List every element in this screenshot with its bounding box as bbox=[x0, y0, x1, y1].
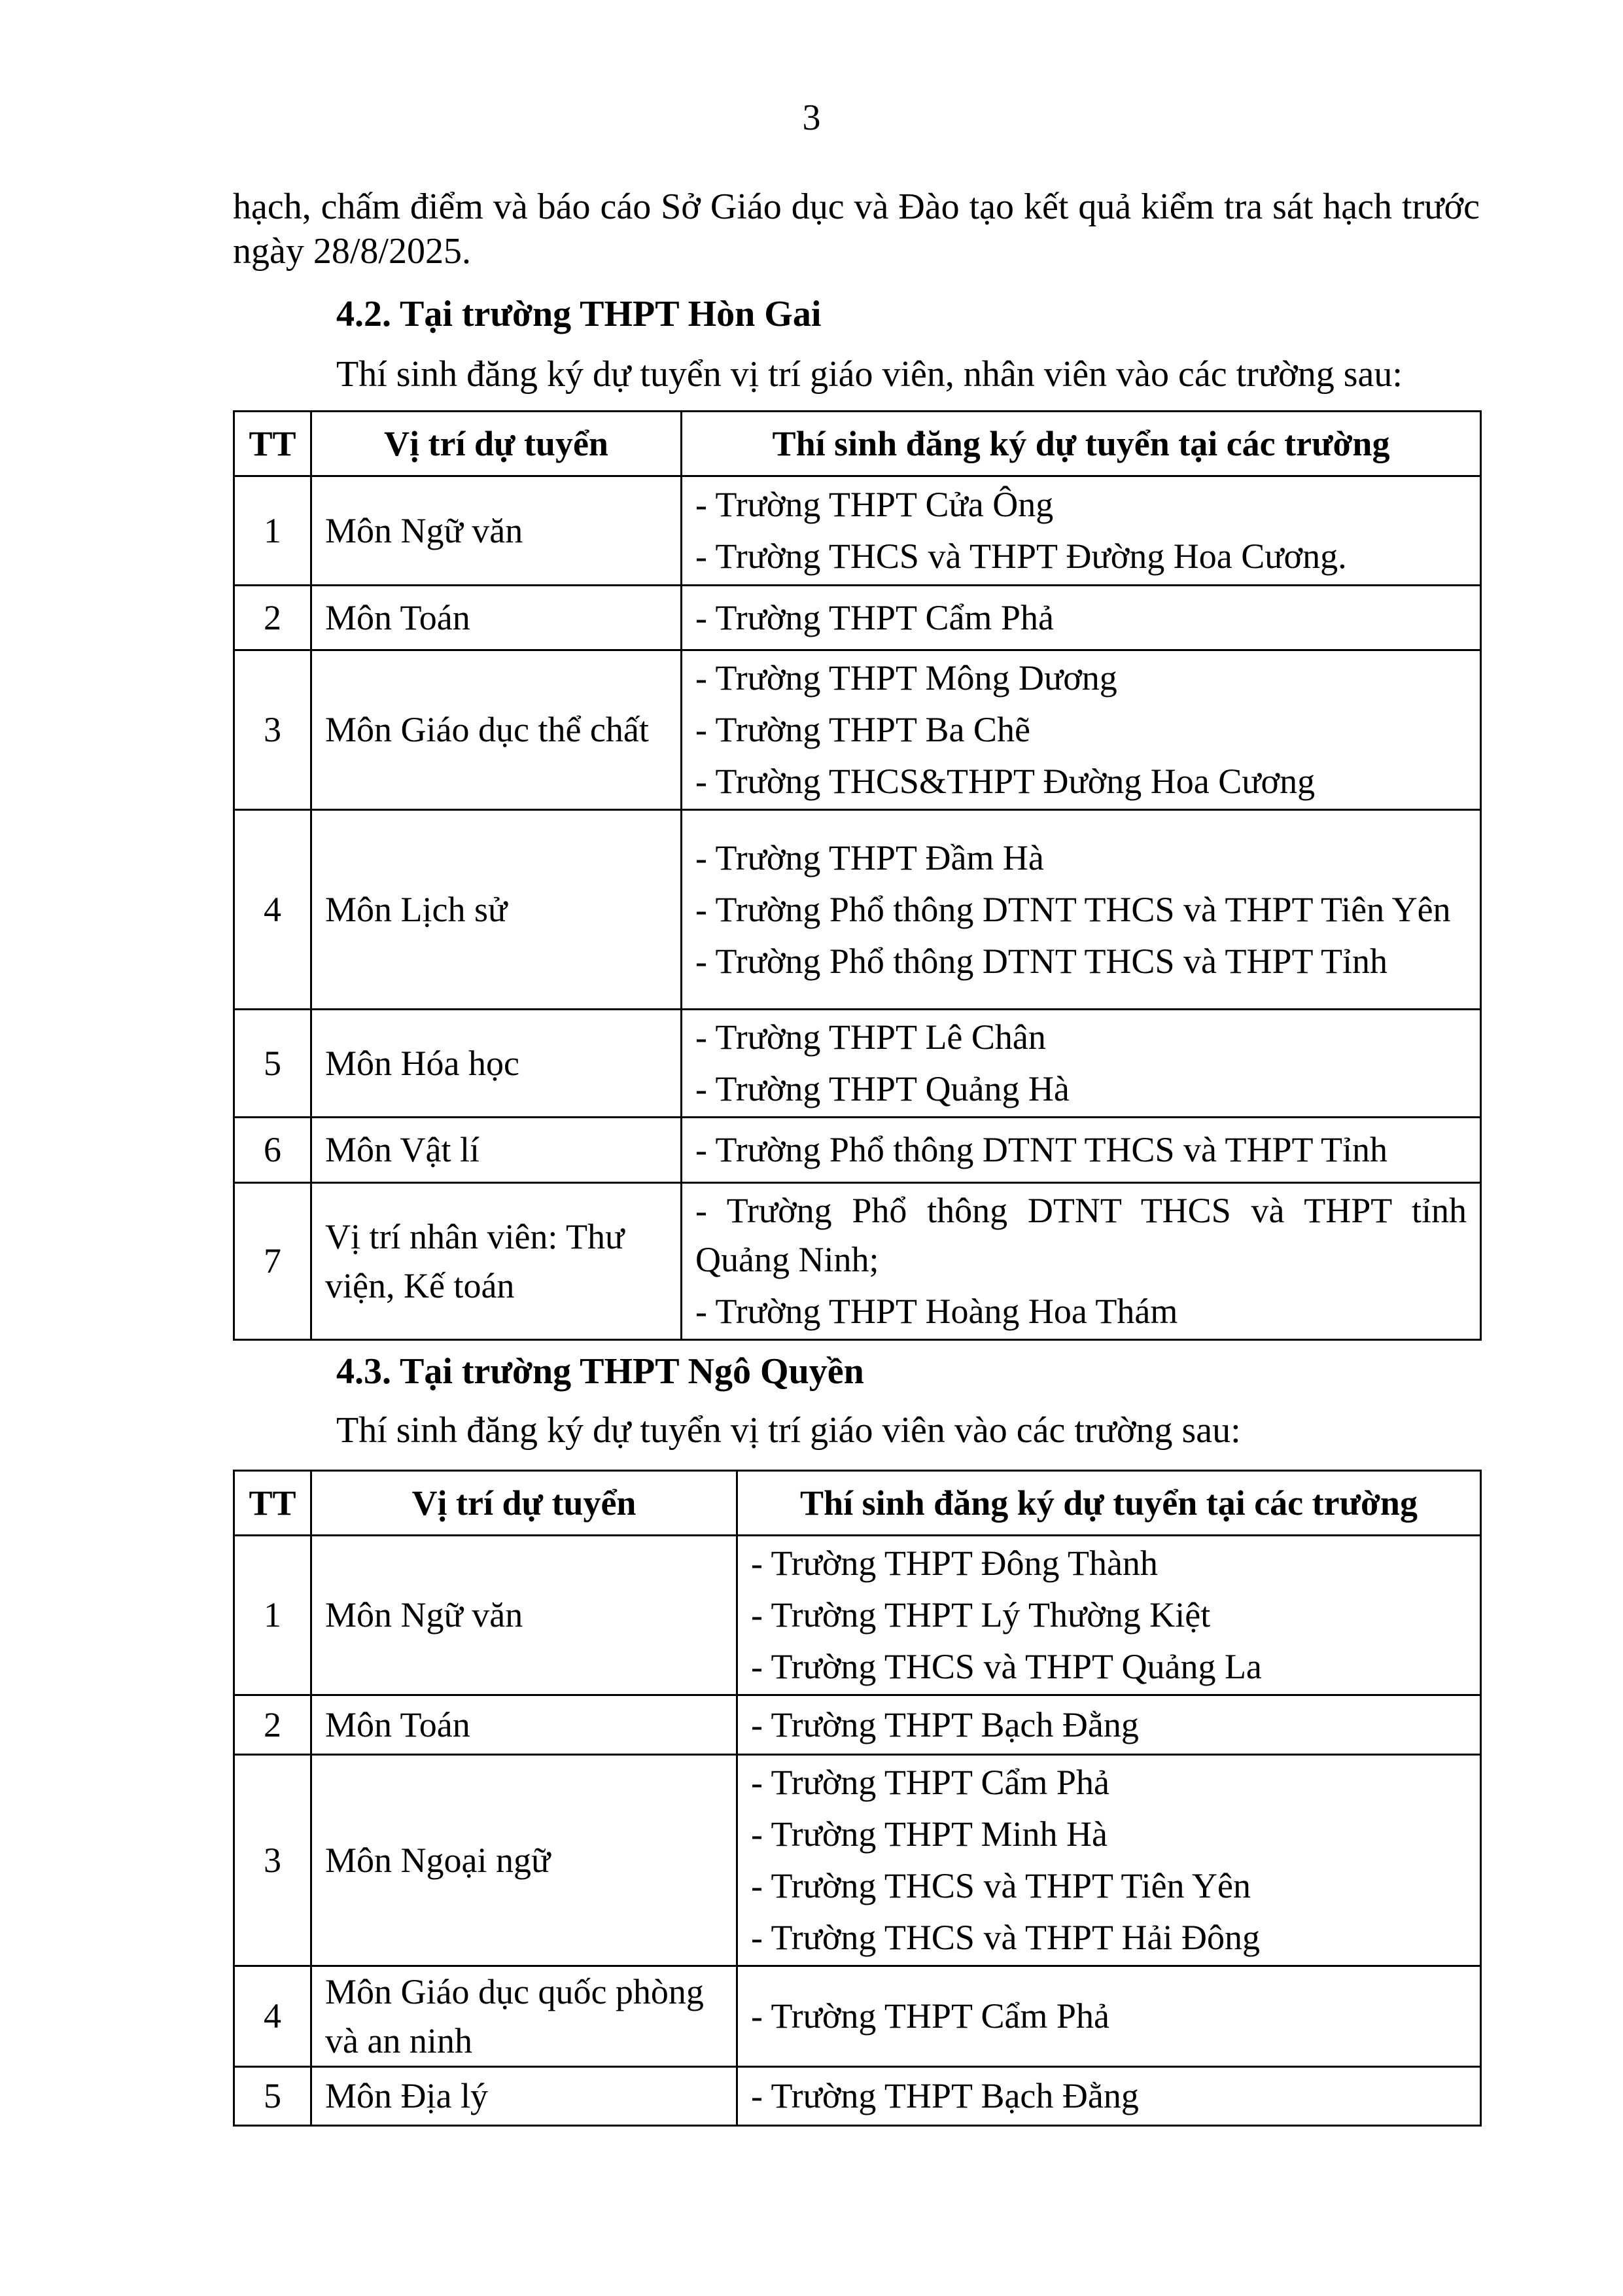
table-row bbox=[234, 1010, 1481, 1118]
header-position: Vị trí dự tuyển bbox=[311, 412, 682, 476]
table-row bbox=[234, 1118, 1481, 1183]
position-cell: Môn Vật lí bbox=[311, 1118, 682, 1183]
schools-cell bbox=[682, 476, 1481, 586]
section-heading-4-2: 4.2. Tại trường THPT Hòn Gai bbox=[336, 294, 822, 334]
school-item: - Trường THPT Cẩm Phả bbox=[751, 1763, 1109, 1802]
schools-cell bbox=[682, 810, 1481, 1010]
school-item: - Trường Phổ thông DTNT THCS và THPT Tỉnh bbox=[695, 941, 1388, 981]
school-item: - Trường THPT Ba Chẽ bbox=[695, 710, 1030, 749]
schools-table-ngo-quyen bbox=[233, 1470, 1482, 2127]
position-cell: Vị trí nhân viên: Thư viện, Kế toán bbox=[311, 1183, 682, 1340]
school-item: - Trường THPT Đầm Hà bbox=[695, 838, 1044, 877]
schools-cell bbox=[737, 1536, 1481, 1695]
school-item: - Trường Phổ thông DTNT THCS và THPT Tiên Yên bbox=[695, 889, 1451, 929]
position-cell: Môn Ngữ văn bbox=[311, 1536, 737, 1695]
table-row bbox=[234, 1536, 1481, 1695]
header-schools: Thí sinh đăng ký dự tuyển tại các trường bbox=[682, 412, 1481, 476]
schools-cell bbox=[682, 1183, 1481, 1340]
schools-cell bbox=[682, 586, 1481, 650]
page-number: 3 bbox=[802, 97, 821, 138]
school-item: - Trường THCS và THPT Đường Hoa Cương. bbox=[695, 537, 1347, 576]
position-cell: Môn Hóa học bbox=[311, 1010, 682, 1118]
school-item: - Trường THCS và THPT Quảng La bbox=[751, 1647, 1262, 1686]
position-cell: Môn Ngữ văn bbox=[311, 476, 682, 586]
row-number: 3 bbox=[234, 1755, 311, 1966]
row-number: 4 bbox=[234, 810, 311, 1010]
schools-cell bbox=[737, 1966, 1481, 2067]
header-schools: Thí sinh đăng ký dự tuyển tại các trường bbox=[737, 1471, 1481, 1536]
school-item: - Trường THCS và THPT Hải Đông bbox=[751, 1918, 1260, 1957]
schools-cell bbox=[737, 2067, 1481, 2126]
header-tt: TT bbox=[234, 1471, 311, 1536]
table-row bbox=[234, 1755, 1481, 1966]
school-item: - Trường THPT Hoàng Hoa Thám bbox=[695, 1292, 1178, 1331]
row-number: 5 bbox=[234, 2067, 311, 2126]
row-number: 1 bbox=[234, 1536, 311, 1695]
position-cell: Môn Toán bbox=[311, 586, 682, 650]
table-header-row bbox=[234, 1471, 1481, 1536]
school-item: - Trường Phổ thông DTNT THCS và THPT tỉnh Quảng Ninh; bbox=[695, 1191, 1467, 1279]
row-number: 5 bbox=[234, 1010, 311, 1118]
school-item: - Trường THPT Minh Hà bbox=[751, 1814, 1108, 1854]
school-item: - Trường THPT Cẩm Phả bbox=[695, 597, 1054, 637]
school-item: - Trường THPT Cửa Ông bbox=[695, 485, 1054, 524]
table-row bbox=[234, 2067, 1481, 2126]
position-cell: Môn Giáo dục thể chất bbox=[311, 650, 682, 810]
school-item: - Trường THPT Lê Chân bbox=[695, 1017, 1046, 1057]
row-number: 6 bbox=[234, 1118, 311, 1183]
continuation-paragraph: hạch, chấm điểm và báo cáo Sở Giáo dục và Đào tạo kết quả kiểm tra sát hạch trước ngày 28/8/2025. bbox=[233, 186, 1480, 272]
table-row bbox=[234, 476, 1481, 586]
row-number: 2 bbox=[234, 1695, 311, 1755]
school-item: - Trường THPT Bạch Đằng bbox=[751, 2076, 1139, 2115]
school-item: - Trường THPT Đông Thành bbox=[751, 1544, 1158, 1583]
table-row bbox=[234, 1695, 1481, 1755]
header-position: Vị trí dự tuyển bbox=[311, 1471, 737, 1536]
schools-cell bbox=[737, 1755, 1481, 1966]
schools-cell bbox=[682, 650, 1481, 810]
school-item: - Trường Phổ thông DTNT THCS và THPT Tỉnh bbox=[695, 1130, 1388, 1169]
table-row bbox=[234, 1966, 1481, 2067]
row-number: 1 bbox=[234, 476, 311, 586]
position-cell: Môn Ngoại ngữ bbox=[311, 1755, 737, 1966]
position-cell: Môn Địa lý bbox=[311, 2067, 737, 2126]
position-cell: Môn Lịch sử bbox=[311, 810, 682, 1010]
row-number: 2 bbox=[234, 586, 311, 650]
table-row bbox=[234, 810, 1481, 1010]
section-intro-4-3: Thí sinh đăng ký dự tuyển vị trí giáo viên vào các trường sau: bbox=[336, 1410, 1241, 1451]
school-item: - Trường THPT Quảng Hà bbox=[695, 1069, 1070, 1108]
school-item: - Trường THPT Bạch Đằng bbox=[751, 1704, 1139, 1744]
table-header-row bbox=[234, 412, 1481, 476]
section-intro-4-2: Thí sinh đăng ký dự tuyển vị trí giáo viên, nhân viên vào các trường sau: bbox=[336, 354, 1403, 395]
header-tt: TT bbox=[234, 412, 311, 476]
table-row bbox=[234, 650, 1481, 810]
school-item: - Trường THCS&THPT Đường Hoa Cương bbox=[695, 762, 1316, 801]
school-item: - Trường THCS và THPT Tiên Yên bbox=[751, 1866, 1251, 1905]
row-number: 7 bbox=[234, 1183, 311, 1340]
position-cell: Môn Toán bbox=[311, 1695, 737, 1755]
schools-cell bbox=[737, 1695, 1481, 1755]
row-number: 3 bbox=[234, 650, 311, 810]
schools-cell bbox=[682, 1010, 1481, 1118]
school-item: - Trường THPT Mông Dương bbox=[695, 658, 1117, 698]
position-cell: Môn Giáo dục quốc phòng và an ninh bbox=[311, 1966, 737, 2067]
school-item: - Trường THPT Cẩm Phả bbox=[751, 1996, 1109, 2036]
table-row bbox=[234, 586, 1481, 650]
row-number: 4 bbox=[234, 1966, 311, 2067]
table-row bbox=[234, 1183, 1481, 1340]
schools-table-hon-gai bbox=[233, 410, 1482, 1341]
school-item: - Trường THPT Lý Thường Kiệt bbox=[751, 1595, 1211, 1634]
schools-cell bbox=[682, 1118, 1481, 1183]
section-heading-4-3: 4.3. Tại trường THPT Ngô Quyền bbox=[336, 1351, 864, 1392]
